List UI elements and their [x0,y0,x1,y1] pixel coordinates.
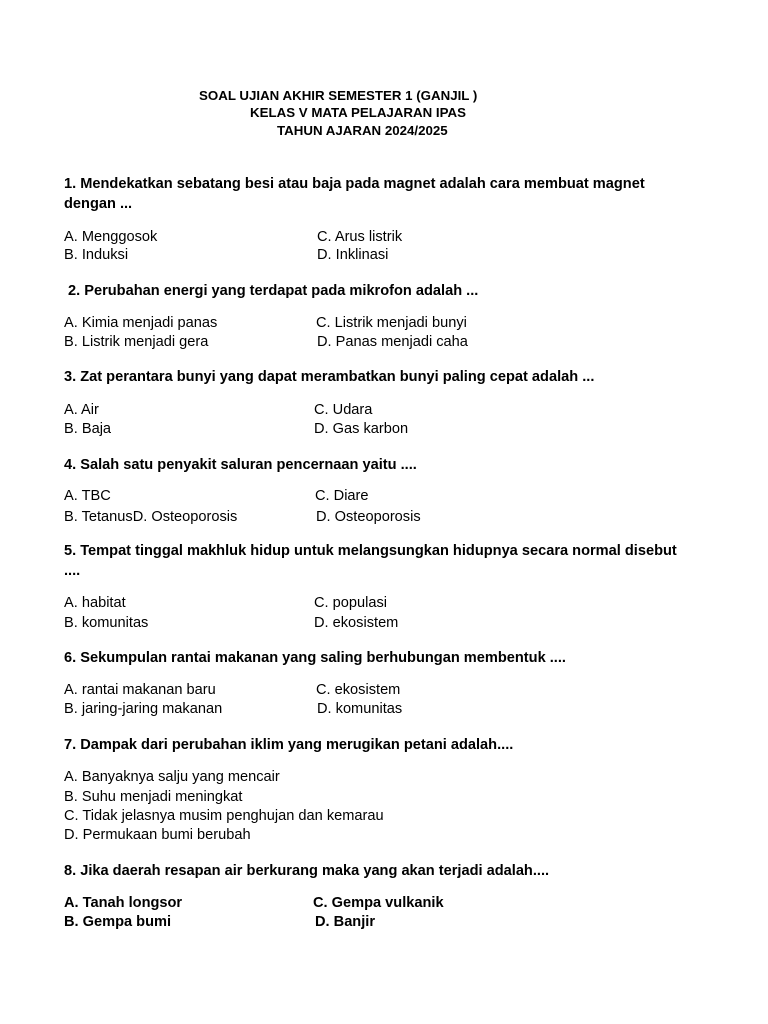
question-8-text: 8. Jika daerah resapan air berkurang maka yang akan terjadi adalah.... [64,863,550,879]
q2-option-d: D. Panas menjadi caha [317,334,468,350]
q3-option-a: A. Air [64,402,99,418]
q7-option-d: D. Permukaan bumi berubah [64,827,251,843]
q3-option-c: C. Udara [314,402,373,418]
q8-option-a: A. Tanah longsor [64,895,183,911]
q4-option-c: C. Diare [315,488,369,504]
q5-option-b: B. komunitas [64,615,149,631]
exam-class-subject: KELAS V MATA PELAJARAN IPAS [250,105,466,120]
question-3-text: 3. Zat perantara bunyi yang dapat merambatkan bunyi paling cepat adalah ... [64,369,595,385]
q7-option-b: B. Suhu menjadi meningkat [64,789,243,805]
q6-option-d: D. komunitas [317,701,403,717]
q6-option-c: C. ekosistem [316,682,401,698]
question-6-text: 6. Sekumpulan rantai makanan yang saling berhubungan membentuk .... [64,650,566,666]
q4-option-a: A. TBC [64,488,111,504]
q6-option-b: B. jaring-jaring makanan [64,701,223,717]
q8-option-b: B. Gempa bumi [64,914,172,930]
q8-option-d: D. Banjir [315,914,376,930]
question-1-text: 1. Mendekatkan sebatang besi atau baja pada magnet adalah cara membuat magnet dengan ... [64,176,645,212]
q2-option-b: B. Listrik menjadi gera [64,334,209,350]
q7-option-a: A. Banyaknya salju yang mencair [64,769,280,785]
q1-option-c: C. Arus listrik [317,229,403,245]
q7-option-c: C. Tidak jelasnya musim penghujan dan kemarau [64,808,384,824]
q4-option-b: B. TetanusD. Osteoporosis [64,509,238,525]
q5-option-a: A. habitat [64,595,126,611]
question-5-text: 5. Tempat tinggal makhluk hidup untuk melangsungkan hidupnya secara normal disebut .... [64,543,677,579]
q2-option-a: A. Kimia menjadi panas [64,315,218,331]
q5-option-d: D. ekosistem [314,615,399,631]
q6-option-a: A. rantai makanan baru [64,682,216,698]
exam-school-year: TAHUN AJARAN 2024/2025 [277,123,448,138]
q1-option-b: B. Induksi [64,247,129,263]
q3-option-d: D. Gas karbon [314,421,409,437]
exam-title: SOAL UJIAN AKHIR SEMESTER 1 (GANJIL ) [199,88,478,103]
q4-option-d: D. Osteoporosis [316,509,421,525]
question-2-text: 2. Perubahan energi yang terdapat pada mikrofon adalah ... [68,283,479,299]
q1-option-a: A. Menggosok [64,229,158,245]
q1-option-d: D. Inklinasi [317,247,389,263]
question-7-text: 7. Dampak dari perubahan iklim yang merugikan petani adalah.... [64,737,514,753]
q5-option-c: C. populasi [314,595,388,611]
q3-option-b: B. Baja [64,421,112,437]
q2-option-c: C. Listrik menjadi bunyi [316,315,467,331]
q8-option-c: C. Gempa vulkanik [313,895,444,911]
question-4-text: 4. Salah satu penyakit saluran pencernaan yaitu .... [64,457,417,473]
